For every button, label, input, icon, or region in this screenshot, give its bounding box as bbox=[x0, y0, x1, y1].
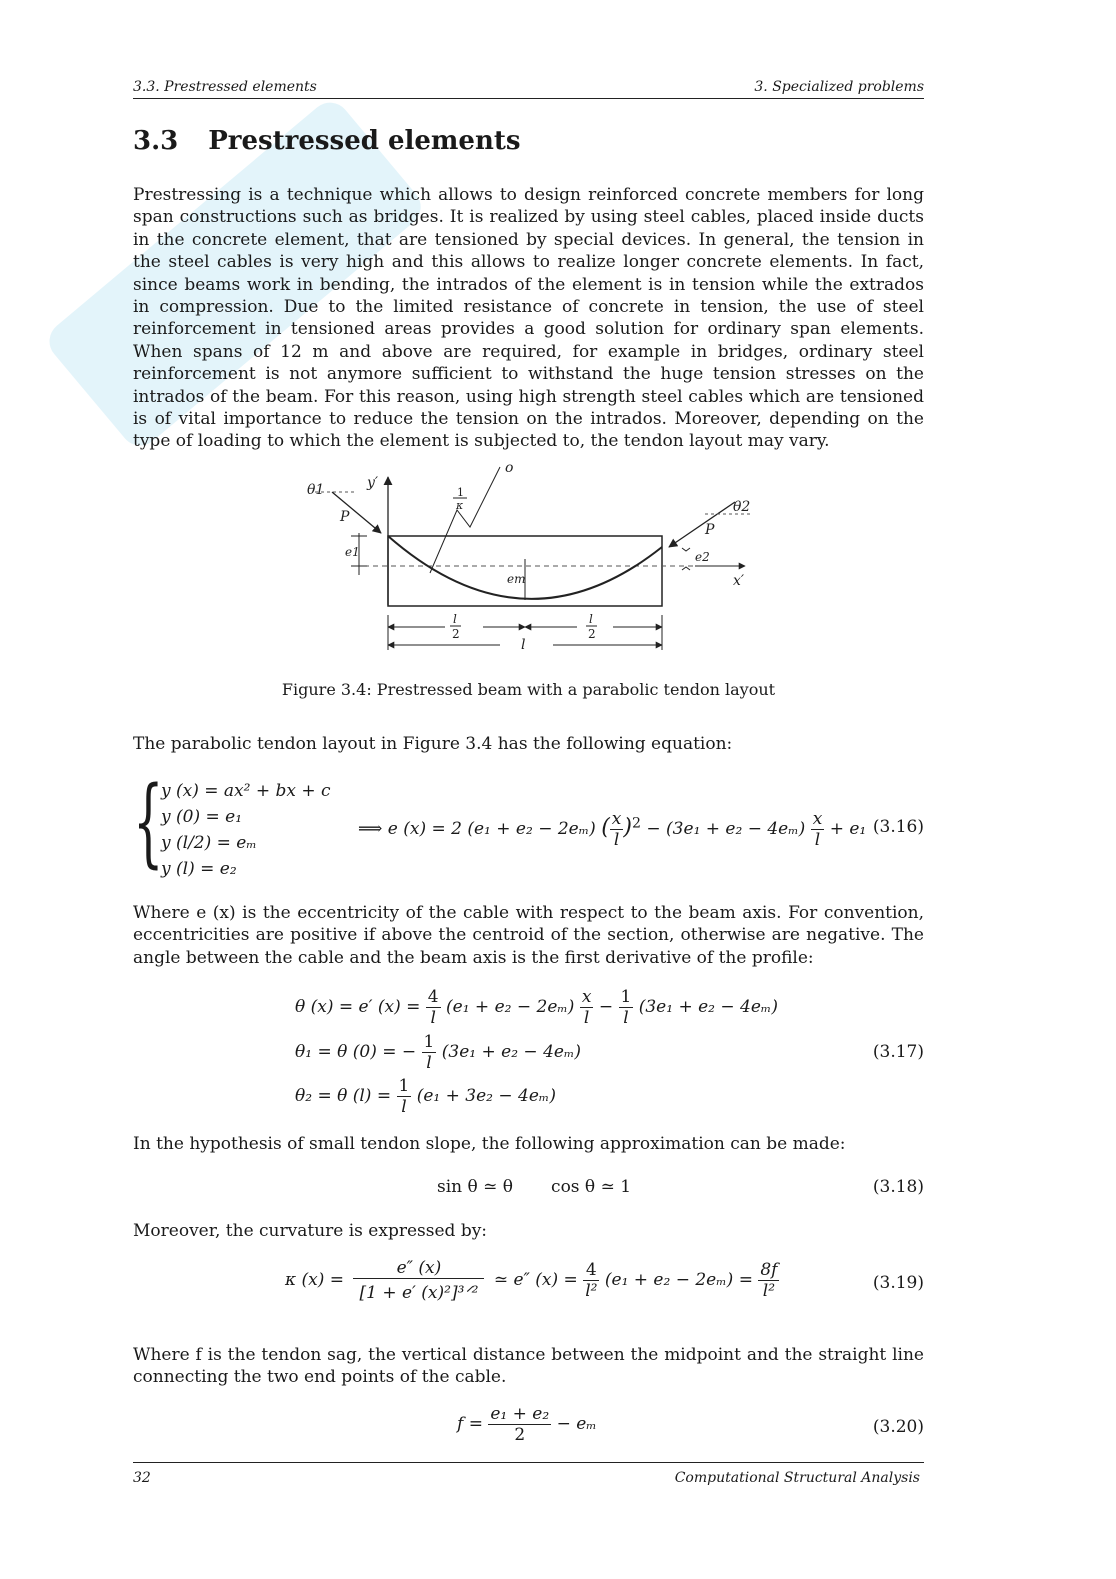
equation-number: (3.16) bbox=[872, 817, 924, 837]
equation-3-17-line2: θ₁ = θ (0) = − $\frac{1}{l}$ (3e₁ + e₂ − 4eₘ) bbox=[295, 1032, 582, 1073]
equation-3-17-line1: θ (x) = e′ (x) = $\frac{4}{l}$ (e₁ + e₂ − 2eₘ) $\frac{x}{l}$ − $\frac{1}{l}$ (3e₁ + e₂ − 4eₘ) bbox=[295, 987, 778, 1028]
section-title: Prestressed elements bbox=[208, 126, 521, 156]
label-two-right: 2 bbox=[588, 627, 596, 641]
prestress-force-right bbox=[669, 502, 735, 547]
label-em: em bbox=[507, 572, 526, 586]
running-header-right: 3. Specialized problems bbox=[754, 79, 924, 95]
running-footer-right: Computational Structural Analysis bbox=[674, 1470, 920, 1486]
figure-caption: Figure 3.4: Prestressed beam with a parabolic tendon layout bbox=[281, 680, 776, 699]
label-p-left: P bbox=[340, 509, 350, 525]
label-two-left: 2 bbox=[452, 627, 460, 641]
label-l-half-right: l bbox=[589, 612, 593, 626]
label-theta1: θ1 bbox=[307, 482, 325, 498]
equation-3-17-line3: θ₂ = θ (l) = $\frac{1}{l}$ (e₁ + 3e₂ − 4eₘ) bbox=[295, 1076, 556, 1117]
equation-3-16-result: ⟹ e (x) = 2 (e₁ + e₂ − 2eₘ) ( $\frac{x}{l}$ )$^2$ − (3e₁ + e₂ − 4eₘ) $\frac{x}{l}$ + e₁ bbox=[358, 809, 867, 850]
paragraph-curvature: Moreover, the curvature is expressed by: bbox=[133, 1221, 488, 1241]
equation-number: (3.20) bbox=[872, 1417, 924, 1437]
label-y-axis: y′ bbox=[367, 475, 379, 491]
label-e1: e1 bbox=[345, 545, 360, 559]
running-header-left: 3.3. Prestressed elements bbox=[133, 79, 317, 95]
system-line: y (l/2) = eₘ bbox=[161, 833, 257, 853]
label-l-half-left: l bbox=[453, 612, 457, 626]
footer-rule bbox=[133, 1462, 924, 1463]
label-one: 1 bbox=[457, 486, 464, 499]
system-line: y (x) = ax² + bx + c bbox=[161, 781, 331, 801]
system-line: y (0) = e₁ bbox=[161, 807, 243, 827]
label-l-span: l bbox=[521, 637, 526, 653]
page-number: 32 bbox=[133, 1470, 151, 1486]
paragraph-tendon-sag: Where f is the tendon sag, the vertical distance between the midpoint and the straight line connecting the two end points of the cable. bbox=[133, 1345, 924, 1388]
label-kappa: κ bbox=[456, 499, 464, 512]
label-x-axis: x′ bbox=[733, 573, 745, 589]
equation-3-19: κ (x) = $\frac{e'' (x)}{\text{[1 + e′ (x)²]³ᐟ²}}$ ≃ e″ (x) = $\frac{4}{\text{l²}}$ (e₁ + e₂ − 2eₘ) = $\frac{8f}{\text{l²}}$ bbox=[285, 1258, 778, 1303]
label-e2: e2 bbox=[695, 550, 710, 564]
section-number: 3.3 bbox=[133, 126, 179, 156]
label-p-right: P bbox=[705, 522, 715, 538]
equation-number: (3.17) bbox=[872, 1042, 924, 1062]
paragraph-tendon-equation: The parabolic tendon layout in Figure 3.4 has the following equation: bbox=[133, 734, 733, 754]
equation-number: (3.18) bbox=[872, 1177, 924, 1197]
label-origin: o bbox=[505, 460, 514, 476]
intro-paragraph: Prestressing is a technique which allows to design reinforced concrete members for long span constructions such as bridges. It is realized by using steel cables, placed inside ducts in the concrete element, that are tensioned by special devices. In general, the tension in the steel cables is very high and this allows to realize longer concrete elements. In fact, since beams work in bending, the intrados of the element is in tension while the extrados in compression. Due to the limited resistance of concrete in tension, the use of steel reinforcement in tensioned areas provides a good solution for ordinary span elements. When spans of 12 m and above are required, for example in bridges, ordinary steel reinforcement is not anymore sufficient to withstand the huge tension stresses on the intrados of the beam. For this reason, using high strength steel cables which are tensioned is of vital importance to reduce the tension on the intrados. Moreover, depending on the type of loading to which the element is subjected to, the tendon layout may vary. bbox=[133, 185, 924, 452]
equation-3-20: f = $\frac{\text{e₁ + e₂}}{2}$ − eₘ bbox=[457, 1404, 597, 1445]
system-line: y (l) = e₂ bbox=[161, 859, 237, 879]
label-theta2: θ2 bbox=[733, 499, 751, 515]
equation-number: (3.19) bbox=[872, 1273, 924, 1293]
section-heading bbox=[133, 126, 521, 156]
header-rule bbox=[133, 98, 924, 99]
paragraph-eccentricity: Where e (x) is the eccentricity of the cable with respect to the beam axis. For convention, eccentricities are positive if above the centroid of the section, otherwise are negative. The angle between the cable and the beam axis is the first derivative of the profile: bbox=[133, 903, 924, 968]
paragraph-small-slope: In the hypothesis of small tendon slope, the following approximation can be made: bbox=[133, 1134, 846, 1154]
prestressed-beam-figure bbox=[295, 455, 775, 665]
curvature-radius bbox=[430, 467, 500, 573]
equation-3-18: sin θ ≃ θ cos θ ≃ 1 bbox=[437, 1177, 632, 1197]
